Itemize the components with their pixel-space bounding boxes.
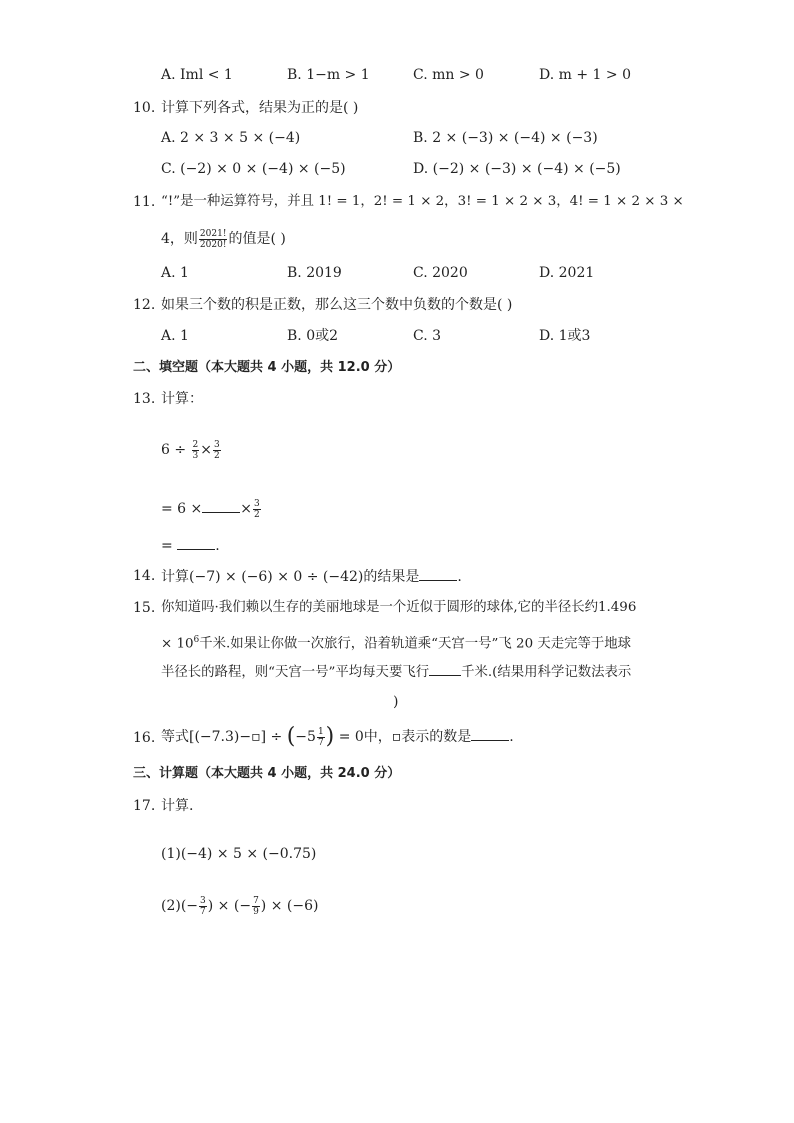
q13-answer-blank-1[interactable] [202, 498, 240, 513]
section-calc-heading: 三、计算题（本大题共 4 小题，共 24.0 分） [133, 766, 401, 781]
q11-frac-numerator: 2021! [199, 228, 227, 239]
q16-line [161, 722, 514, 752]
q14-line [161, 566, 462, 587]
q12-option-a: A. 1 [161, 328, 189, 344]
q16-paren-left: ( [286, 724, 296, 749]
q15-line2-post: 千米.如果让你做一次旅行，沿着轨道乘“天宫一号”飞 20 天走完等于地球 [199, 636, 632, 652]
q9-option-c: C. mn > 0 [413, 67, 484, 83]
q13-f1-den: 3 [192, 450, 199, 461]
q13-number: 13. [133, 391, 156, 407]
q13-line2-times: × [240, 501, 253, 517]
q15-number: 15. [133, 600, 156, 616]
q12-number: 12. [133, 297, 156, 313]
q13-fraction-3 [253, 499, 261, 520]
q16-mixed-num: 1 [317, 726, 324, 737]
q17-fraction-2 [252, 896, 260, 917]
q12-stem: 如果三个数的积是正数，那么这三个数中负数的个数是( ) [161, 297, 513, 313]
q11-option-c: C. 2020 [413, 265, 468, 281]
q17-p2-pre: (2)(− [161, 898, 199, 914]
q16-number: 16. [133, 730, 156, 746]
q13-line1 [161, 437, 222, 463]
q17-p2-mid: ) × (− [207, 898, 252, 914]
q16-paren-right: ) [325, 724, 335, 749]
q14-text: 计算(−7) × (−6) × 0 ÷ (−42)的结果是 [161, 569, 420, 585]
q10-option-c: C. (−2) × 0 × (−4) × (−5) [161, 161, 346, 177]
q13-stem: 计算： [161, 391, 203, 407]
q13-answer-blank-2[interactable] [177, 535, 215, 550]
q15-answer-blank[interactable] [429, 661, 461, 676]
q15-line3-post: 千米.(结果用科学记数法表示 [461, 665, 632, 680]
q16-mixed-whole: −5 [295, 729, 316, 745]
q17-fraction-1 [199, 896, 207, 917]
q13-f3-den: 2 [254, 509, 260, 520]
q13-line3-post: . [215, 538, 220, 554]
q14-end: . [457, 569, 462, 585]
q15-line4: ) [393, 694, 399, 710]
q13-f2-den: 2 [214, 450, 220, 461]
q16-post: = 0中，▫表示的数是 [334, 729, 472, 745]
q11-line2 [161, 226, 286, 252]
q11-line2-pre: 4，则 [161, 231, 198, 247]
q12-option-c: C. 3 [413, 328, 442, 344]
q11-fraction [199, 229, 228, 250]
q17-f1-num: 3 [200, 895, 206, 906]
q9-option-a: A. Iml < 1 [161, 67, 233, 83]
q17-f1-den: 7 [200, 906, 206, 917]
q10-option-b: B. 2 × (−3) × (−4) × (−3) [413, 130, 598, 146]
q16-mixed-fraction [317, 727, 325, 748]
q15-line2-pre: × 10 [161, 636, 194, 652]
q10-option-a: A. 2 × 3 × 5 × (−4) [161, 130, 301, 146]
q16-mixed-den: 7 [317, 737, 324, 748]
q10-stem: 计算下列各式，结果为正的是( ) [161, 100, 359, 116]
q13-fraction-1 [192, 440, 200, 461]
q14-answer-blank[interactable] [419, 566, 457, 581]
q11-option-d: D. 2021 [539, 265, 595, 281]
q12-option-b: B. 0或2 [287, 328, 339, 344]
q16-pre: 等式[(−7.3)−▫] ÷ [161, 729, 287, 745]
q13-f3-num: 3 [254, 498, 260, 509]
q13-line1-times: × [200, 442, 213, 458]
q15-line3-pre: 半径长的路程，则“天宫一号”平均每天要飞行 [161, 665, 430, 680]
q17-p2-post: ) × (−6) [260, 898, 319, 914]
q11-line1: “!”是一种运算符号，并且 1! = 1，2! = 1 × 2，3! = 1 × 2 × 3，4! = 1 × 2 × 3 × [161, 194, 684, 209]
q15-line2 [161, 630, 631, 654]
q9-option-b: B. 1−m > 1 [287, 67, 370, 83]
q10-number: 10. [133, 100, 156, 116]
q17-f2-den: 9 [253, 906, 259, 917]
q13-line2-pre: = 6 × [161, 501, 203, 517]
section-fill-in-heading: 二、填空题（本大题共 4 小题，共 12.0 分） [133, 360, 401, 375]
q11-option-b: B. 2019 [287, 265, 342, 281]
q12-option-d: D. 1或3 [539, 328, 591, 344]
q17-number: 17. [133, 798, 156, 814]
q15-exponent: 6 [193, 635, 200, 645]
q17-stem: 计算. [161, 798, 194, 814]
q16-end: . [509, 729, 514, 745]
q13-line3 [161, 535, 220, 556]
q13-f1-num: 2 [192, 439, 199, 450]
q17-part2 [161, 893, 318, 919]
q17-part1: (1)(−4) × 5 × (−0.75) [161, 846, 317, 862]
q15-line3 [161, 661, 631, 683]
q9-option-d: D. m + 1 > 0 [539, 67, 631, 83]
q13-line1-pre: 6 ÷ [161, 442, 191, 458]
q11-line2-post: 的值是( ) [228, 231, 286, 247]
q13-line3-pre: = [161, 538, 173, 554]
q15-line1: 你知道吗·我们赖以生存的美丽地球是一个近似于圆形的球体,它的半径长约1.496 [161, 600, 637, 615]
q14-number: 14. [133, 568, 156, 584]
q13-fraction-2 [213, 440, 221, 461]
q17-f2-num: 7 [253, 895, 259, 906]
q11-frac-denominator: 2020! [199, 239, 227, 250]
q13-line2 [161, 496, 262, 522]
q11-option-a: A. 1 [161, 265, 189, 281]
q16-answer-blank[interactable] [471, 726, 509, 741]
q11-number: 11. [133, 194, 156, 210]
q13-f2-num: 3 [214, 439, 220, 450]
q10-option-d: D. (−2) × (−3) × (−4) × (−5) [413, 161, 621, 177]
